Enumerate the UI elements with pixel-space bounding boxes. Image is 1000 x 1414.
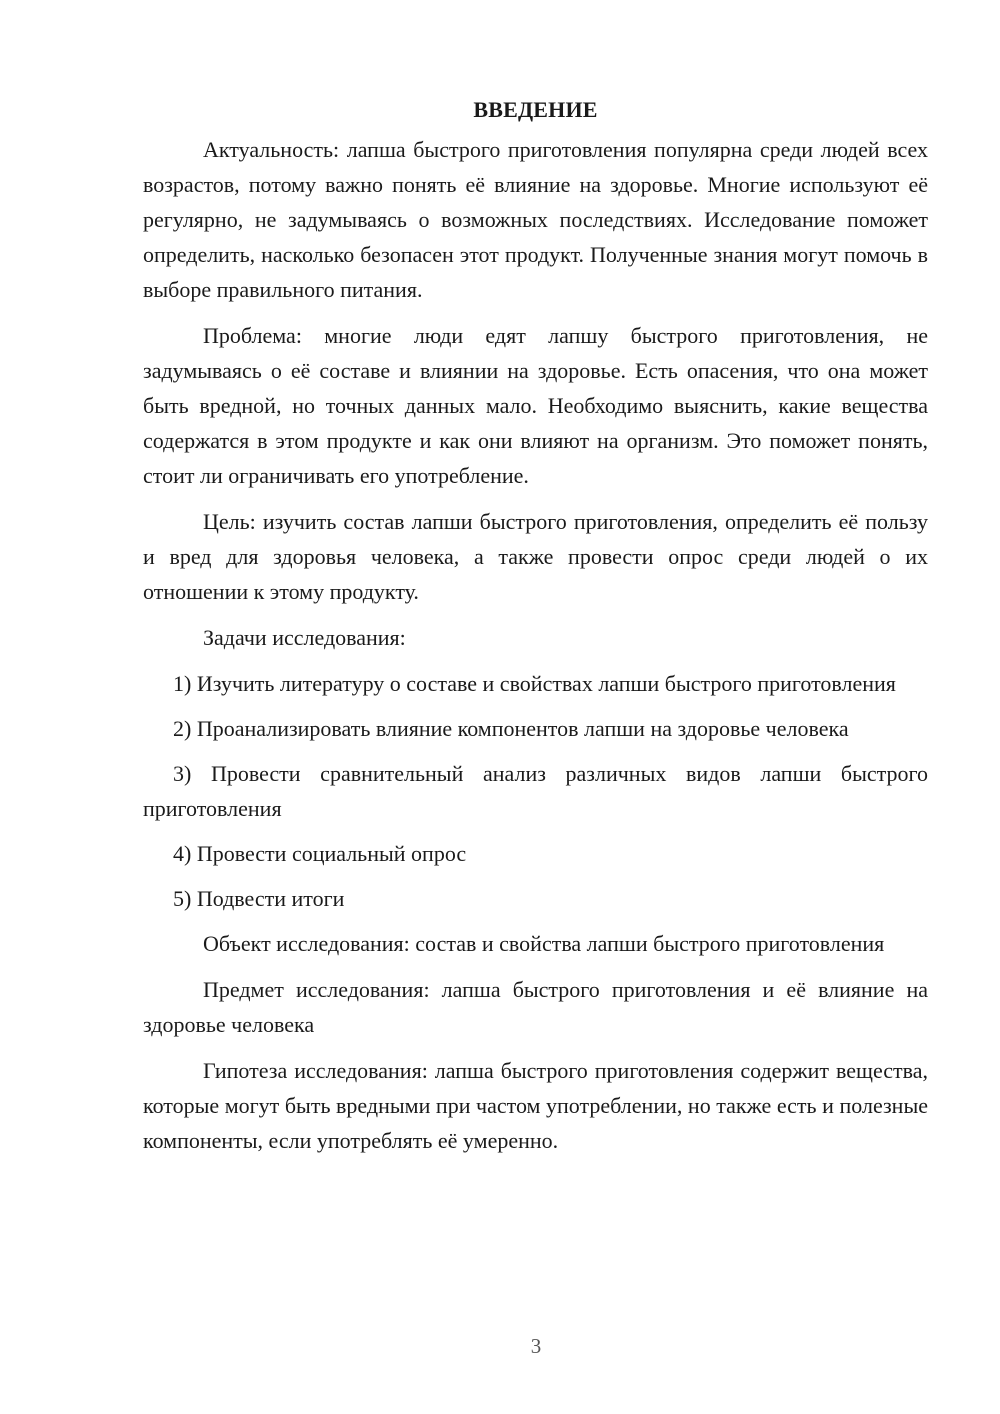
list-item: 2) Проанализировать влияние компонентов лапши на здоровье человека (173, 716, 849, 741)
paragraph-object: Объект исследования: состав и свойства лапши быстрого приготовления (203, 931, 885, 956)
page-number: 3 (530, 1334, 542, 1358)
paragraph-subject: Предмет исследования: лапша быстрого приготовления и её влияние на здоровье человека (143, 977, 928, 1037)
paragraph-problem: Проблема: многие люди едят лапшу быстрого приготовления, не задумываясь о её составе и влиянии на здоровье. Есть опасения, что она может быть вредной, но точных данных мало. Необходимо выяснить, какие вещества содержатся в этом продукте и как они влияют на организм. Это поможет понять, стоит ли ограничивать его употребление. (143, 323, 928, 488)
list-item: 1) Изучить литературу о составе и свойствах лапши быстрого приготовления (173, 671, 896, 696)
list-item: 4) Провести социальный опрос (173, 841, 467, 866)
tasks-list (143, 666, 928, 916)
list-item: 3) Провести сравнительный анализ различных видов лапши быстрого приготовления (143, 761, 928, 821)
document-page (143, 92, 928, 1169)
paragraph-hypothesis: Гипотеза исследования: лапша быстрого приготовления содержит вещества, которые могут быть вредными при частом употреблении, но также есть и полезные компоненты, если употреблять её умеренно. (143, 1058, 928, 1153)
list-item: 5) Подвести итоги (173, 886, 345, 911)
section-title: ВВЕДЕНИЕ (473, 97, 598, 122)
paragraph-relevance: Актуальность: лапша быстрого приготовления популярна среди людей всех возрастов, потому важно понять её влияние на здоровье. Многие используют её регулярно, не задумываясь о возможных последствиях. Исследование поможет определить, насколько безопасен этот продукт. Полученные знания могут помочь в выборе правильного питания. (143, 137, 928, 302)
paragraph-goal: Цель: изучить состав лапши быстрого приготовления, определить её пользу и вред для здоровья человека, а также провести опрос среди людей о их отношении к этому продукту. (143, 509, 928, 604)
tasks-heading: Задачи исследования: (203, 625, 406, 650)
